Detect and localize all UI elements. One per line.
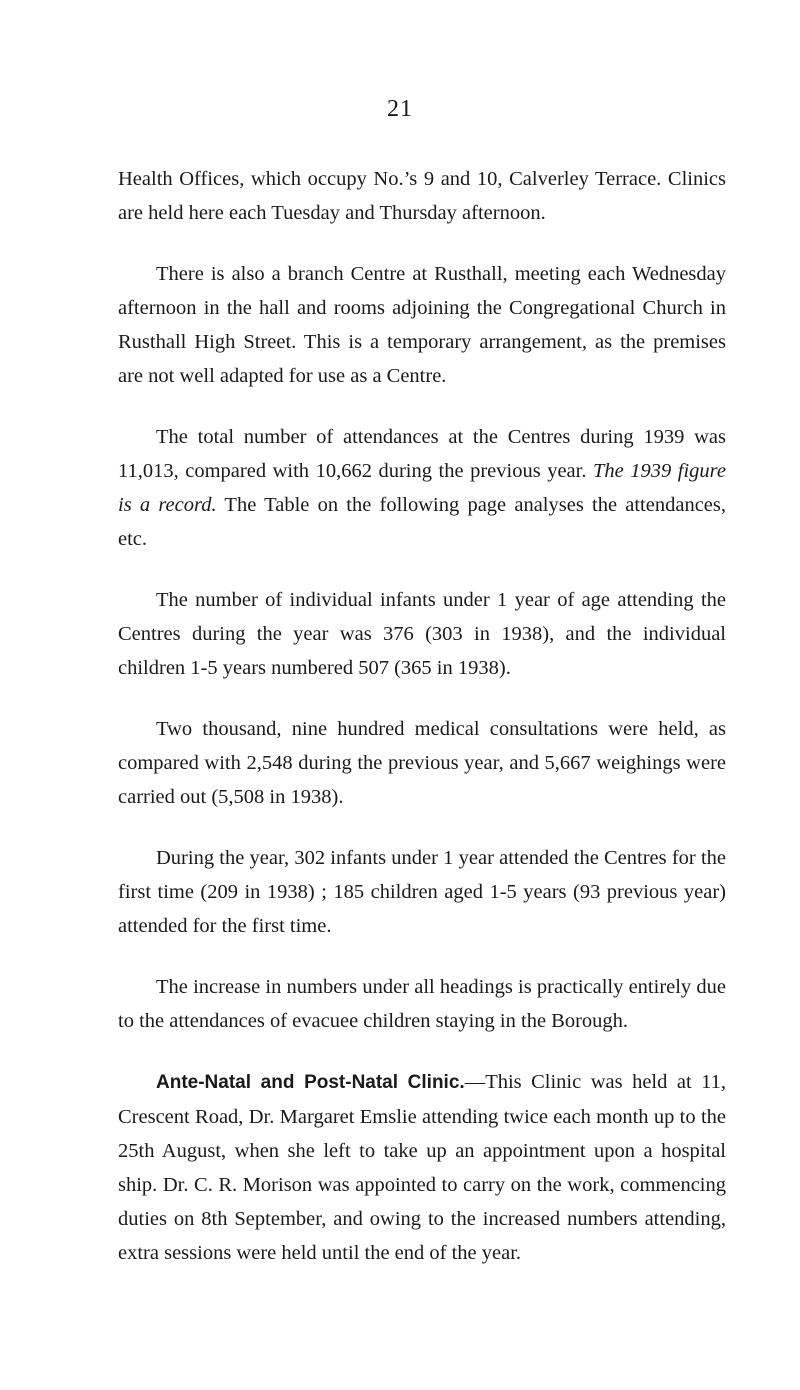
first-time-text: During the year, 302 infants under 1 year attended the Centres for the first time (209 in 1938) ; 185 children aged 1-5 years (93 previous year) attended for the first time. xyxy=(118,847,726,937)
evacuee-text: The increase in numbers under all headings is practically entirely due to the attendances of evacuee children staying in the Borough. xyxy=(118,976,726,1032)
attendances-text-start: The total number of attendances at the Centres during 1939 was 11,013, compared with 10,662 during the previous year. xyxy=(118,426,726,482)
paragraph-total-attendances xyxy=(118,420,726,556)
attendances-record-emphasis: The 1939 figure is a record. xyxy=(118,460,727,516)
attendances-text-end: The Table on the following page analyses the attendances, etc. xyxy=(118,494,726,550)
consultations-text: Two thousand, nine hundred medical consultations were held, as compared with 2,548 during the previous year, and 5,667 weighings were carried out (5,508 in 1938). xyxy=(118,718,726,808)
individual-infants-text: The number of individual infants under 1 year of age attending the Centres during the year was 376 (303 in 1938), and the individual children 1-5 years numbered 507 (365 in 1938). xyxy=(118,589,726,679)
antenatal-clinic-text: —This Clinic was held at 11, Crescent Road, Dr. Margaret Emslie attending twice each month up to the 25th August, when she left to take up an appointment upon a hospital ship. Dr. C. R. Morison was appointed to carry on the work, commencing duties on 8th September, and owing to the increased numbers attending, extra sessions were held until the end of the year. xyxy=(118,1071,726,1264)
paragraph-health-offices: Health Offices, which occupy No.’s 9 and 10, Calverley Terrace. Clinics are held here each Tuesday and Thursday afternoon. xyxy=(118,168,726,224)
paragraph-consultations xyxy=(118,712,726,814)
antenatal-clinic-heading: Ante-Natal and Post-Natal Clinic. xyxy=(156,1072,465,1093)
paragraph-first-time-attendance xyxy=(118,841,726,943)
paragraph-rusthall-centre xyxy=(118,257,726,393)
page-number: 21 xyxy=(387,96,413,122)
paragraph-antenatal-clinic xyxy=(118,1065,726,1270)
paragraph-individual-infants xyxy=(118,583,726,685)
paragraph-evacuee-increase xyxy=(118,970,726,1038)
document-body xyxy=(118,162,726,1297)
paragraph-rusthall-text: There is also a branch Centre at Rusthall, meeting each Wednesday afternoon in the hall and rooms adjoining the Congregational Church in Rusthall High Street. This is a temporary arrangement, as the premises are not well adapted for use as a Centre. xyxy=(118,263,726,387)
